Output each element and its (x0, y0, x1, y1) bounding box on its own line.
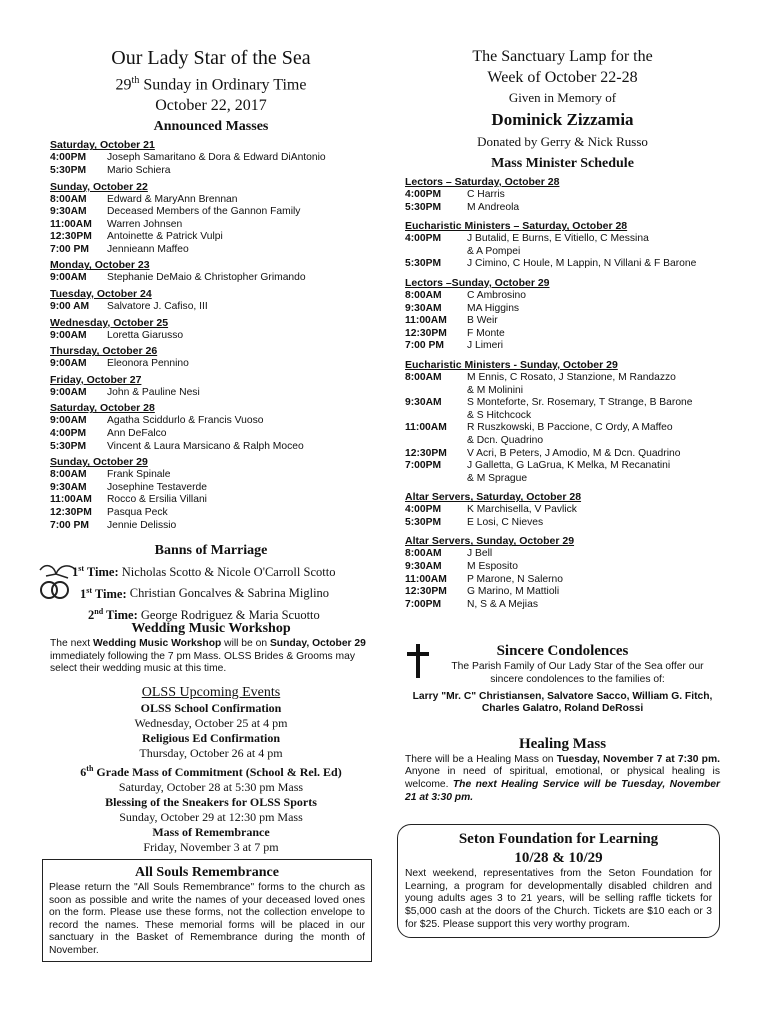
minister-time: 8:00AM (405, 548, 442, 560)
mass-time: 5:30PM (50, 440, 87, 452)
mass-intention: Pasqua Peck (107, 507, 168, 519)
mass-row (50, 482, 372, 495)
banns-time-label: Time: (103, 607, 138, 622)
mass-intention: Agatha Sciddurlo & Francis Vuoso (107, 415, 264, 427)
mass-intention: Mario Schiera (107, 164, 171, 176)
minister-time: 12:30PM (405, 586, 447, 598)
workshop-text: The next Wedding Music Workshop will be on Sunday, October 29 immediately following the 7 pm Mass. OLSS Brides & Grooms may select their wedding music at this time. (50, 638, 366, 675)
mass-intention: Stephanie DeMaio & Christopher Grimando (107, 272, 306, 284)
minister-names (467, 517, 720, 530)
minister-time: 4:00PM (405, 189, 442, 200)
banns-ordinal: 2 (88, 607, 95, 622)
banns-ordinal-suffix: nd (94, 606, 104, 616)
minister-names (467, 315, 720, 328)
banns-item (72, 560, 372, 581)
mass-row (50, 301, 372, 314)
mass-intention: Frank Spinale (107, 469, 171, 481)
minister-time: 12:30PM (405, 447, 447, 459)
minister-row (405, 258, 720, 271)
mass-row (50, 469, 372, 482)
minister-group-heading: Altar Servers, Saturday, October 28 (405, 491, 582, 504)
mass-row (50, 330, 372, 343)
mass-time: 4:00PM (50, 428, 87, 440)
minister-names-line: E Losi, C Nieves (467, 516, 544, 528)
minister-group-heading: Altar Servers, Sunday, October 29 (405, 535, 575, 548)
minister-names-cont: & S Hitchcock (467, 409, 532, 421)
banns-names: George Rodriguez & Maria Scuotto (137, 607, 320, 622)
mass-row (50, 520, 372, 533)
banns-label (88, 608, 138, 622)
mass-day-heading: Thursday, October 26 (50, 345, 158, 358)
mass-row (50, 494, 372, 507)
minister-time: 5:30PM (405, 516, 442, 528)
minister-row (405, 599, 720, 612)
minister-row (405, 548, 720, 561)
minister-names-line: V Acri, B Peters, J Amodio, M & Dcn. Quadrino (467, 447, 681, 459)
event-title: 6th Grade Mass of Commitment (School & Rel. Ed) (80, 763, 342, 779)
minister-time: 4:00PM (405, 233, 442, 245)
mass-intention: Joseph Samaritano & Dora & Edward DiAntonio (107, 152, 326, 164)
mass-day-heading: Friday, October 27 (50, 373, 142, 386)
left-column (50, 0, 372, 962)
mass-time: 12:30PM (50, 507, 92, 519)
mass-intention: Edward & MaryAnn Brennan (107, 193, 238, 205)
mass-day-heading: Wednesday, October 25 (50, 316, 169, 329)
minister-names (467, 340, 720, 353)
lamp-given: Given in Memory of (508, 90, 617, 105)
minister-names-line: C Harris (467, 189, 505, 200)
minister-row (405, 397, 720, 422)
minister-time: 11:00AM (405, 315, 447, 327)
minister-schedule-list (405, 176, 720, 611)
mass-time: 4:00PM (50, 152, 87, 164)
lamp-line1: The Sanctuary Lamp for the (472, 48, 653, 65)
mass-row (50, 358, 372, 371)
minister-names-cont: & M Molinini (467, 384, 524, 396)
event-when: Friday, November 3 at 7 pm (143, 839, 279, 854)
minister-time: 8:00AM (405, 371, 442, 383)
parish-name: Our Lady Star of the Sea (111, 47, 311, 69)
upcoming-events (50, 684, 372, 855)
lamp-memorial-name: Dominick Zizzamia (491, 110, 634, 129)
minister-names (467, 448, 720, 461)
minister-row (405, 202, 720, 215)
mass-row (50, 415, 372, 428)
mass-row (50, 194, 372, 207)
mass-row (50, 387, 372, 400)
minister-names (467, 586, 720, 599)
minister-row (405, 574, 720, 587)
minister-row (405, 561, 720, 574)
minister-row (405, 517, 720, 530)
seton-dates: 10/28 & 10/29 (514, 850, 603, 867)
mass-time: 8:00AM (50, 469, 87, 481)
lamp-line2: Week of October 22-28 (487, 69, 638, 86)
minister-names (467, 258, 720, 271)
mass-row (50, 441, 372, 454)
minister-row (405, 233, 720, 258)
minister-names (467, 372, 720, 397)
minister-names (467, 233, 720, 258)
mass-time: 12:30PM (50, 231, 92, 243)
condolences-section (405, 641, 720, 715)
mass-time: 9:00AM (50, 386, 87, 398)
banns-item (72, 603, 372, 624)
sanctuary-lamp (405, 46, 720, 173)
mass-time: 9:30AM (50, 206, 87, 218)
minister-names-line: M Esposito (467, 561, 518, 573)
seton-text: Next weekend, representatives from the Seton Foundation for Learning, a program for developmentally disabled children and young adults ages 3 to 21 years, will be selling raffle tickets for $5,000 cash at the doors of the Church. Tickets are $10 each or 3 for $25. Please support this very worthy program. (405, 868, 712, 930)
lamp-donated: Donated by Gerry & Nick Russo (477, 134, 648, 149)
minister-names-line: M Andreola (467, 201, 520, 213)
banns-ordinal: 1 (72, 565, 79, 580)
mass-time: 7:00 PM (50, 243, 89, 255)
mass-day-heading: Monday, October 23 (50, 259, 150, 272)
minister-schedule-title: Mass Minister Schedule (491, 156, 634, 171)
minister-time: 7:00 PM (405, 340, 444, 352)
mass-day-heading: Tuesday, October 24 (50, 288, 152, 301)
minister-names (467, 189, 720, 202)
minister-row (405, 422, 720, 447)
mass-time: 9:00AM (50, 415, 87, 427)
mass-time: 5:30PM (50, 164, 87, 176)
minister-names (467, 574, 720, 587)
workshop-title: Wedding Music Workshop (131, 621, 291, 637)
minister-names-line: F Monte (467, 327, 505, 339)
minister-names-line: K Marchisella, V Pavlick (467, 504, 577, 516)
mass-time: 7:00 PM (50, 519, 89, 531)
mass-intention: Vincent & Laura Marsicano & Ralph Moceo (107, 440, 304, 452)
mass-time: 8:00AM (50, 193, 87, 205)
minister-group-heading: Eucharistic Ministers - Sunday, October 29 (405, 358, 618, 371)
minister-names-line: J Bell (467, 548, 493, 560)
minister-names (467, 561, 720, 574)
minister-row (405, 448, 720, 461)
minister-names-line: MA Higgins (467, 302, 520, 314)
mass-day-heading: Sunday, October 22 (50, 180, 148, 193)
banns-ordinal: 1 (80, 586, 87, 601)
healing-title: Healing Mass (518, 735, 607, 752)
event-when: Wednesday, October 25 at 4 pm (134, 715, 288, 730)
mass-row (50, 507, 372, 520)
mass-time: 11:00AM (50, 218, 92, 230)
minister-group-heading: Eucharistic Ministers – Saturday, October 28 (405, 220, 628, 233)
minister-time: 4:00PM (405, 504, 442, 516)
banns-label (72, 565, 119, 579)
event-title: Religious Ed Confirmation (141, 730, 280, 745)
mass-intention: Loretta Giarusso (107, 329, 184, 341)
minister-names (467, 328, 720, 341)
minister-group-heading: Lectors –Sunday, October 29 (405, 276, 550, 289)
minister-names-line: S Monteforte, Sr. Rosemary, T Strange, B Barone (467, 397, 693, 409)
minister-row (405, 189, 720, 202)
minister-names (467, 504, 720, 517)
minister-time: 8:00AM (405, 289, 442, 301)
minister-time: 7:00PM (405, 598, 442, 610)
mass-intention: Ann DeFalco (107, 428, 167, 440)
mass-row (50, 428, 372, 441)
banns-item (72, 581, 372, 602)
mass-row (50, 272, 372, 285)
minister-names-line: P Marone, N Salerno (467, 573, 563, 585)
banns-names: Nicholas Scotto & Nicole O'Carroll Scotto (118, 565, 336, 580)
bulletin-date: October 22, 2017 (155, 97, 267, 115)
mass-intention: Warren Johnsen (107, 218, 183, 230)
all-souls-text: Please return the "All Souls Remembrance" forms to the church as soon as possible and write the names of your deceased loved ones on the form. Please use these forms, not the collection envelope to record the names. These memorial forms will be placed in our sanctuary in the Basket of Remembrance during the month of November. (49, 881, 365, 956)
mass-day-heading: Saturday, October 21 (50, 139, 155, 152)
healing-text: There will be a Healing Mass on Tuesday, November 7 at 7:30 pm. Anyone in need of spiritual, emotional, or physical healing is welcome. The next Healing Service will be Tuesday, November 21 at 3:30 pm. (405, 753, 720, 803)
announced-masses-list (50, 139, 372, 532)
mass-time: 9:00AM (50, 329, 87, 341)
mass-row (50, 231, 372, 244)
minister-names-line: J Cimino, C Houle, M Lappin, N Villani & F Barone (467, 258, 697, 270)
minister-names (467, 290, 720, 303)
minister-time: 5:30PM (405, 258, 442, 270)
mass-row (50, 152, 372, 165)
mass-intention: Jennieann Maffeo (107, 243, 189, 255)
mass-intention: Eleonora Pennino (107, 358, 189, 370)
minister-names (467, 397, 720, 422)
event-when: Sunday, October 29 at 12:30 pm Mass (119, 809, 303, 824)
minister-names (467, 422, 720, 447)
bulletin-header (50, 46, 372, 136)
mass-row (50, 165, 372, 178)
minister-time: 7:00PM (405, 460, 442, 472)
mass-intention: Deceased Members of the Gannon Family (107, 206, 301, 218)
minister-names-cont: & Dcn. Quadrino (467, 434, 544, 446)
mass-intention: Rocco & Ersilia Villani (107, 494, 207, 506)
mass-intention: Jennie Delissio (107, 519, 177, 531)
minister-names (467, 548, 720, 561)
minister-row (405, 315, 720, 328)
banns-ordinal-suffix: st (78, 564, 85, 574)
mass-intention: Antoinette & Patrick Vulpi (107, 231, 223, 243)
minister-names (467, 460, 720, 485)
minister-names-line: M Ennis, C Rosato, J Stanzione, M Randazzo (467, 371, 676, 383)
events-title: OLSS Upcoming Events (141, 684, 281, 700)
minister-time: 12:30PM (405, 327, 447, 339)
minister-time: 9:30AM (405, 561, 442, 573)
minister-group-heading: Lectors – Saturday, October 28 (405, 176, 560, 188)
banns-ordinal-suffix: st (86, 585, 93, 595)
minister-row (405, 372, 720, 397)
mass-intention: Josephine Testaverde (107, 481, 207, 493)
minister-time: 11:00AM (405, 573, 447, 585)
minister-names-cont: & A Pompei (467, 245, 521, 257)
banns-label (80, 587, 127, 601)
mass-row (50, 219, 372, 232)
minister-names-line: B Weir (467, 315, 498, 327)
minister-time: 11:00AM (405, 422, 447, 434)
announced-masses-title: Announced Masses (153, 119, 269, 135)
mass-time: 9:00 AM (50, 301, 90, 313)
minister-names-cont: & M Sprague (467, 472, 528, 484)
condolences-title: Sincere Condolences (496, 643, 629, 660)
liturgical-day: 29th Sunday in Ordinary Time (115, 75, 307, 94)
minister-row (405, 328, 720, 341)
event-title: Blessing of the Sneakers for OLSS Sports (105, 794, 317, 809)
event-title: OLSS School Confirmation (140, 700, 282, 715)
all-souls-box (42, 859, 372, 962)
minister-time: 5:30PM (405, 201, 442, 213)
minister-time: 9:30AM (405, 302, 442, 314)
condolences-text: The Parish Family of Our Lady Star of the Sea offer our sincere condolences to the families of: (451, 661, 704, 686)
event-title: Mass of Remembrance (152, 824, 270, 839)
mass-time: 9:30AM (50, 481, 87, 493)
all-souls-title: All Souls Remembrance (135, 864, 279, 880)
banns-names: Christian Goncalves & Sabrina Miglino (126, 586, 330, 601)
minister-names-line: C Ambrosino (467, 289, 526, 301)
cross-icon (405, 643, 431, 679)
condolences-names: Larry "Mr. C" Christiansen, Salvatore Sacco, William G. Fitch, Charles Galatro, Roland DeRossi (412, 690, 713, 715)
seton-box (397, 824, 720, 938)
minister-names-line: J Butalid, E Burns, E Vitiello, C Messina (467, 233, 649, 245)
mass-day-heading: Sunday, October 29 (50, 456, 148, 469)
minister-names-line: N, S & A Mejias (467, 598, 538, 610)
event-when: Saturday, October 28 at 5:30 pm Mass (118, 779, 304, 794)
banns-time-label: Time: (92, 586, 127, 601)
minister-names-line: G Marino, M Mattioli (467, 586, 560, 598)
minister-row (405, 504, 720, 517)
banns-time-label: Time: (84, 565, 119, 580)
minister-row (405, 460, 720, 485)
minister-names (467, 202, 720, 215)
banns-list (72, 560, 372, 623)
mass-time: 9:00AM (50, 358, 87, 370)
minister-names-line: R Ruszkowski, B Paccione, C Ordy, A Maffeo (467, 422, 673, 434)
minister-names (467, 303, 720, 316)
minister-time: 9:30AM (405, 397, 442, 409)
minister-row (405, 303, 720, 316)
mass-row (50, 206, 372, 219)
mass-time: 9:00AM (50, 272, 87, 284)
seton-title: Seton Foundation for Learning (458, 831, 659, 848)
minister-row (405, 586, 720, 599)
event-when: Thursday, October 26 at 4 pm (139, 745, 283, 760)
banns-section (50, 560, 372, 622)
minister-names (467, 599, 720, 612)
mass-intention: Salvatore J. Cafiso, III (107, 301, 208, 313)
minister-row (405, 290, 720, 303)
minister-names-line: J Limeri (467, 340, 504, 352)
mass-row (50, 244, 372, 257)
minister-names-line: J Galletta, G LaGrua, K Melka, M Recanatini (467, 460, 671, 472)
mass-day-heading: Saturday, October 28 (50, 402, 155, 415)
right-column (405, 0, 720, 938)
mass-time: 11:00AM (50, 494, 92, 506)
banns-title: Banns of Marriage (154, 543, 268, 559)
mass-intention: John & Pauline Nesi (107, 386, 200, 398)
minister-row (405, 340, 720, 353)
